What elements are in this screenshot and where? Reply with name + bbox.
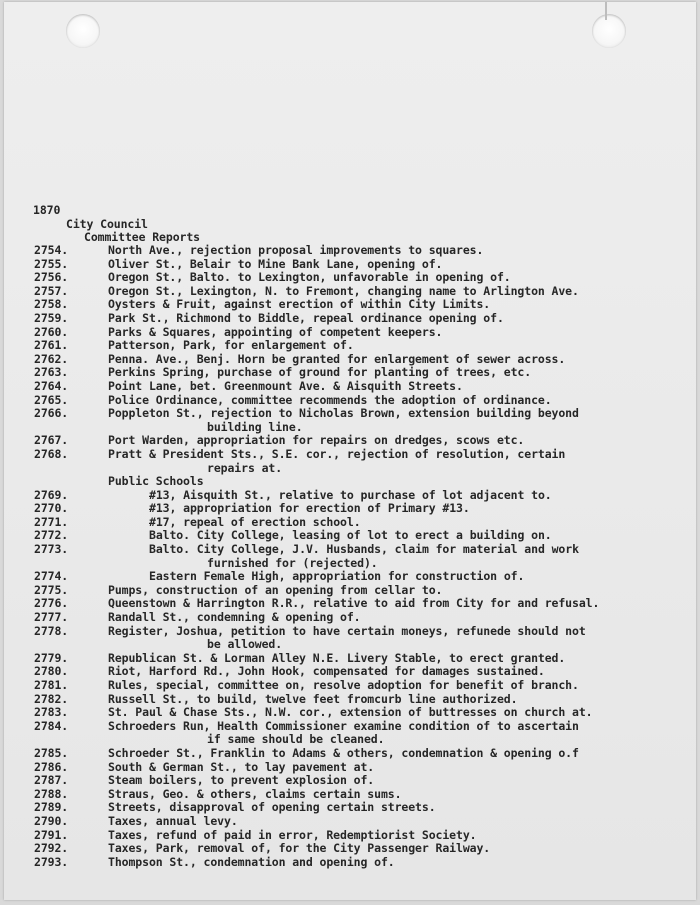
typed-index bbox=[4, 2, 696, 900]
entry-text: North Ave., rejection proposal improvements to squares. bbox=[108, 243, 484, 257]
index-entry bbox=[4, 366, 696, 380]
entry-number: 2768. bbox=[34, 446, 69, 461]
entry-number: 2782. bbox=[34, 691, 69, 706]
entry-number: 2790. bbox=[34, 813, 69, 828]
entry-number: 2788. bbox=[34, 786, 69, 801]
entry-number: 2783. bbox=[34, 705, 69, 720]
entry-text: Republican St. & Lorman Alley N.E. Livery Stable, to erect granted. bbox=[108, 650, 566, 665]
entry-continuation: furnished for (rejected). bbox=[207, 555, 378, 570]
entry-text: Port Warden, appropriation for repairs on dredges, scows etc. bbox=[108, 433, 525, 448]
entry-continuation: building line. bbox=[207, 419, 303, 434]
index-entry bbox=[4, 380, 696, 394]
entry-number: 2775. bbox=[34, 582, 69, 597]
entry-text: Schroeders Run, Health Commissioner examine condition of to ascertain bbox=[108, 718, 579, 733]
entry-number: 2762. bbox=[34, 351, 69, 366]
entry-text: Patterson, Park, for enlargement of. bbox=[108, 338, 354, 353]
index-entry bbox=[4, 652, 696, 666]
entry-number: 2785. bbox=[34, 745, 69, 760]
index-entry bbox=[4, 747, 696, 761]
entry-number: 2757. bbox=[34, 283, 69, 298]
entry-number: 2778. bbox=[34, 623, 69, 638]
entry-number: 2793. bbox=[34, 854, 69, 869]
entry-number: 2755. bbox=[34, 256, 69, 271]
entry-text: Oysters & Fruit, against erection of within City Limits. bbox=[108, 297, 491, 312]
entry-number: 2780. bbox=[34, 664, 69, 679]
year-heading: 1870 bbox=[33, 203, 61, 217]
entry-continuation: repairs at. bbox=[207, 460, 283, 475]
entry-text: Taxes, annual levy. bbox=[108, 813, 238, 828]
entry-number: 2766. bbox=[34, 406, 69, 421]
public-schools-heading bbox=[4, 475, 696, 489]
entry-number: 2784. bbox=[34, 718, 69, 733]
entry-text: Poppleton St., rejection to Nicholas Brown, extension building beyond bbox=[108, 406, 579, 421]
entry-number: 2765. bbox=[34, 392, 69, 407]
entry-text: Balto. City College, J.V. Husbands, claim for material and work bbox=[149, 542, 579, 557]
entry-number: 2773. bbox=[34, 542, 69, 557]
index-entry bbox=[4, 679, 696, 693]
index-entry bbox=[4, 394, 696, 408]
entry-text: Randall St., condemning & opening of. bbox=[108, 610, 361, 625]
entry-list bbox=[4, 244, 696, 869]
entry-text: Thompson St., condemnation and opening of. bbox=[108, 854, 395, 869]
entry-text: Eastern Female High, appropriation for construction of. bbox=[149, 569, 525, 584]
index-entry bbox=[4, 489, 696, 503]
entry-number: 2791. bbox=[34, 827, 69, 842]
entry-number: 2786. bbox=[34, 759, 69, 774]
index-entry bbox=[4, 434, 696, 448]
entry-number: 2759. bbox=[34, 310, 69, 325]
index-entry bbox=[4, 543, 696, 570]
entry-text: Point Lane, bet. Greenmount Ave. & Aisquith Streets. bbox=[108, 378, 463, 393]
index-entry bbox=[4, 339, 696, 353]
index-entry bbox=[4, 625, 696, 652]
index-entry bbox=[4, 611, 696, 625]
index-entry bbox=[4, 312, 696, 326]
index-entry bbox=[4, 761, 696, 775]
entry-number: 2760. bbox=[34, 324, 69, 339]
entry-number: 2769. bbox=[34, 487, 69, 502]
entry-text: Schroeder St., Franklin to Adams & others, condemnation & opening o.f bbox=[108, 745, 579, 760]
index-entry bbox=[4, 298, 696, 312]
entry-text: Rules, special, committee on, resolve adoption for benefit of branch. bbox=[108, 678, 579, 692]
entry-continuation: be allowed. bbox=[207, 637, 283, 652]
entry-number: 2774. bbox=[34, 569, 69, 584]
index-entry bbox=[4, 258, 696, 272]
entry-number: 2776. bbox=[34, 596, 69, 611]
subsection-heading: Committee Reports bbox=[84, 230, 201, 244]
index-entry bbox=[4, 448, 696, 475]
entry-text: South & German St., to lay pavement at. bbox=[108, 759, 375, 774]
entry-number: 2758. bbox=[34, 297, 69, 312]
entry-text: Taxes, Park, removal of, for the City Passenger Railway. bbox=[108, 841, 491, 856]
index-entry bbox=[4, 665, 696, 679]
entry-text: Perkins Spring, purchase of ground for planting of trees, etc. bbox=[108, 365, 532, 380]
entry-number: 2754. bbox=[34, 243, 69, 257]
index-entry bbox=[4, 597, 696, 611]
entry-text: Oregon St., Balto. to Lexington, unfavorable in opening of. bbox=[108, 270, 511, 285]
entry-text: Streets, disapproval of opening certain streets. bbox=[108, 800, 436, 815]
index-entry bbox=[4, 570, 696, 584]
entry-text: Police Ordinance, committee recommends the adoption of ordinance. bbox=[108, 392, 552, 407]
entry-number: 2772. bbox=[34, 528, 69, 543]
entry-text: Pumps, construction of an opening from cellar to. bbox=[108, 582, 443, 597]
entry-text: #13, Aisquith St., relative to purchase of lot adjacent to. bbox=[149, 487, 552, 502]
entry-text: Oliver St., Belair to Mine Bank Lane, opening of. bbox=[108, 256, 443, 271]
index-entry bbox=[4, 285, 696, 299]
entry-number: 2777. bbox=[34, 610, 69, 625]
entry-text: Riot, Harford Rd., John Hook, compensated for damages sustained. bbox=[108, 664, 545, 679]
entry-number: 2789. bbox=[34, 800, 69, 815]
entry-text: St. Paul & Chase Sts., N.W. cor., extension of buttresses on church at. bbox=[108, 705, 593, 720]
entry-text: Register, Joshua, petition to have certain moneys, refunede should not bbox=[108, 623, 586, 638]
entry-text: Russell St., to build, twelve feet fromcurb line authorized. bbox=[108, 691, 518, 706]
entry-number: 2781. bbox=[34, 678, 69, 692]
index-entry bbox=[4, 271, 696, 285]
index-entry bbox=[4, 842, 696, 856]
entry-text: Park St., Richmond to Biddle, repeal ordinance opening of. bbox=[108, 310, 504, 325]
entry-number: 2770. bbox=[34, 501, 69, 516]
entry-text: Oregon St., Lexington, N. to Fremont, changing name to Arlington Ave. bbox=[108, 283, 579, 298]
entry-text: Queenstown & Harrington R.R., relative to aid from City for and refusal. bbox=[108, 596, 600, 611]
entry-number: 2779. bbox=[34, 650, 69, 665]
entry-number: 2756. bbox=[34, 270, 69, 285]
index-entry bbox=[4, 788, 696, 802]
index-entry bbox=[4, 856, 696, 870]
index-entry bbox=[4, 693, 696, 707]
index-entry bbox=[4, 353, 696, 367]
index-entry bbox=[4, 706, 696, 720]
entry-text: Taxes, refund of paid in error, Redemptiorist Society. bbox=[108, 827, 477, 842]
entry-text: Penna. Ave., Benj. Horn be granted for enlargement of sewer across. bbox=[108, 351, 566, 366]
entry-text: #17, repeal of erection school. bbox=[149, 514, 361, 529]
index-entry bbox=[4, 244, 696, 258]
index-entry bbox=[4, 815, 696, 829]
index-entry bbox=[4, 801, 696, 815]
index-entry bbox=[4, 407, 696, 434]
index-entry bbox=[4, 720, 696, 747]
entry-number: 2792. bbox=[34, 841, 69, 856]
index-entry bbox=[4, 774, 696, 788]
index-entry bbox=[4, 502, 696, 516]
entry-text: Pratt & President Sts., S.E. cor., rejection of resolution, certain bbox=[108, 446, 566, 461]
index-entry bbox=[4, 584, 696, 598]
entry-text: Steam boilers, to prevent explosion of. bbox=[108, 773, 375, 788]
document-page bbox=[4, 2, 696, 900]
index-entry bbox=[4, 516, 696, 530]
entry-text: Parks & Squares, appointing of competent keepers. bbox=[108, 324, 443, 339]
entry-number: 2763. bbox=[34, 365, 69, 380]
section-heading: City Council bbox=[66, 217, 148, 231]
index-entry bbox=[4, 326, 696, 340]
entry-text: Balto. City College, leasing of lot to erect a building on. bbox=[149, 528, 552, 543]
index-entry bbox=[4, 829, 696, 843]
entry-number: 2787. bbox=[34, 773, 69, 788]
entry-continuation: if same should be cleaned. bbox=[207, 732, 385, 747]
entry-text: #13, appropriation for erection of Primary #13. bbox=[149, 501, 470, 516]
index-entry bbox=[4, 529, 696, 543]
entry-text: Straus, Geo. & others, claims certain sums. bbox=[108, 786, 402, 801]
entry-number: 2764. bbox=[34, 378, 69, 393]
entry-number: 2761. bbox=[34, 338, 69, 353]
subsection-label: Public Schools bbox=[108, 474, 204, 489]
entry-number: 2767. bbox=[34, 433, 69, 448]
entry-number: 2771. bbox=[34, 514, 69, 529]
